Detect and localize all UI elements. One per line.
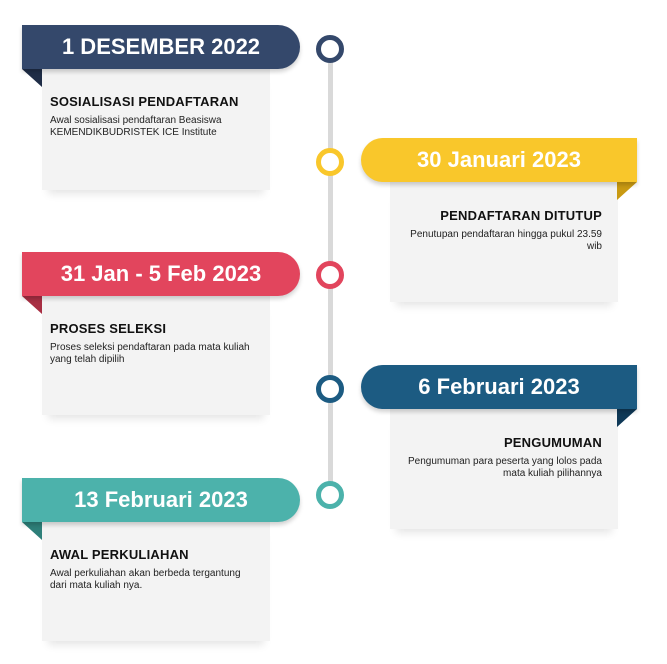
banner-fold-1 (22, 69, 42, 87)
date-banner-2 (361, 138, 637, 182)
milestone-description-4: Pengumuman para peserta yang lolos pada mata kuliah pilihannya (407, 456, 602, 479)
milestone-title-3: PROSES SELEKSI (50, 321, 167, 336)
milestone-card-1 (42, 66, 270, 190)
timeline-node-2 (316, 148, 344, 176)
banner-fold-4 (617, 409, 637, 427)
timeline-node-4 (316, 375, 344, 403)
milestone-description-3: Proses seleksi pendaftaran pada mata kuliah yang telah dipilih (50, 342, 250, 365)
banner-fold-3 (22, 296, 42, 314)
date-banner-5 (22, 478, 300, 522)
timeline-node-3 (316, 261, 344, 289)
timeline-node-5 (316, 481, 344, 509)
date-label-3: 31 Jan - 5 Feb 2023 (60, 261, 262, 286)
milestone-title-5: AWAL PERKULIAHAN (50, 547, 189, 562)
date-label-4: 6 Februari 2023 (418, 374, 580, 399)
timeline-node-1 (316, 35, 344, 63)
banner-fold-5 (22, 522, 42, 540)
milestone-description-1: Awal sosialisasi pendaftaran Beasiswa KEMENDIKBUDRISTEK ICE Institute (50, 115, 222, 138)
milestone-description-5: Awal perkuliahan akan berbeda tergantung dari mata kuliah nya. (50, 568, 241, 591)
milestone-card-2 (390, 180, 618, 302)
milestone-card-3 (42, 293, 270, 415)
banner-fold-2 (617, 182, 637, 200)
date-label-5: 13 Februari 2023 (74, 487, 248, 512)
milestone-description-2: Penutupan pendaftaran hingga pukul 23.59 wib (410, 229, 602, 252)
milestone-title-2: PENDAFTARAN DITUTUP (440, 208, 602, 223)
milestone-card-4 (390, 407, 618, 529)
milestone-card-5 (42, 519, 270, 641)
date-banner-3 (22, 252, 300, 296)
date-label-1: 1 DESEMBER 2022 (61, 34, 261, 59)
milestone-title-4: PENGUMUMAN (503, 435, 602, 450)
date-banner-1 (22, 25, 300, 69)
date-banner-4 (361, 365, 637, 409)
date-label-2: 30 Januari 2023 (417, 147, 581, 172)
milestone-title-1: SOSIALISASI PENDAFTARAN (50, 94, 239, 109)
